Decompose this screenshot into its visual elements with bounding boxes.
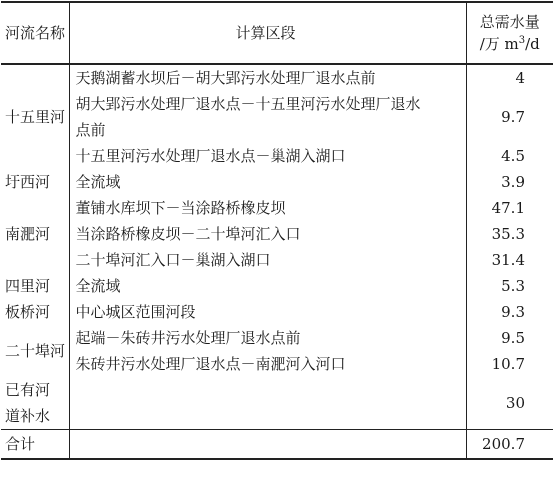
table-row — [1, 351, 553, 377]
demand-value: 4 — [515, 69, 525, 87]
river-name-line2: 道补水 — [5, 407, 51, 425]
demand-value: 30 — [505, 394, 525, 412]
demand-value: 9.5 — [501, 329, 525, 347]
section-name: 起端－朱砖井污水处理厂退水点前 — [69, 325, 466, 351]
table-row — [1, 299, 553, 325]
section-name: 董铺水库坝下－当涂路桥橡皮坝 — [69, 195, 466, 221]
river-name — [1, 377, 69, 430]
table-row — [1, 64, 553, 91]
total-section-empty — [69, 430, 466, 460]
section-name — [69, 377, 466, 430]
section-name — [69, 91, 466, 143]
table-row — [1, 195, 553, 221]
section-name: 全流域 — [69, 273, 466, 299]
river-name: 四里河 — [1, 273, 69, 299]
header-river: 河流名称 — [1, 2, 69, 64]
table-row — [1, 325, 553, 351]
header-value-unit-post: /d — [525, 35, 540, 53]
section-name-line2: 点前 — [75, 121, 106, 139]
demand-value: 35.3 — [491, 225, 525, 243]
river-name: 南淝河 — [1, 195, 69, 273]
section-name: 全流域 — [69, 169, 466, 195]
header-value-unit-pre: /万 m — [479, 35, 519, 53]
table-row — [1, 143, 553, 169]
section-name: 中心城区范围河段 — [69, 299, 466, 325]
demand-value: 5.3 — [501, 277, 525, 295]
section-name: 当涂路桥橡皮坝－二十埠河汇入口 — [69, 221, 466, 247]
river-name-line1: 已有河 — [5, 381, 51, 399]
header-value-line2 — [467, 33, 554, 55]
demand-value: 9.7 — [501, 108, 525, 126]
river-name: 板桥河 — [1, 299, 69, 325]
section-name: 二十埠河汇入口－巢湖入湖口 — [69, 247, 466, 273]
table-row — [1, 377, 553, 430]
water-demand-table — [1, 1, 553, 460]
header-row — [1, 2, 553, 64]
total-label: 合计 — [1, 430, 69, 460]
total-row — [1, 430, 553, 460]
river-name: 十五里河 — [1, 64, 69, 169]
water-demand-table-container — [1, 1, 553, 481]
table-row — [1, 273, 553, 299]
table-row — [1, 169, 553, 195]
header-section: 计算区段 — [69, 2, 466, 64]
demand-value: 31.4 — [491, 251, 525, 269]
table-row — [1, 91, 553, 143]
demand-value: 3.9 — [501, 173, 525, 191]
total-value: 200.7 — [466, 430, 553, 460]
river-name: 圩西河 — [1, 169, 69, 195]
demand-value: 10.7 — [491, 355, 525, 373]
section-name: 朱砖井污水处理厂退水点－南淝河入河口 — [69, 351, 466, 377]
table-row — [1, 247, 553, 273]
river-name: 二十埠河 — [1, 325, 69, 377]
section-name: 天鹅湖蓄水坝后－胡大郢污水处理厂退水点前 — [69, 64, 466, 91]
demand-value: 9.3 — [501, 303, 525, 321]
header-value-line1: 总需水量 — [479, 13, 540, 31]
section-name-line1: 胡大郢污水处理厂退水点－十五里河污水处理厂退水 — [75, 95, 421, 113]
demand-value: 47.1 — [491, 199, 525, 217]
section-name: 十五里河污水处理厂退水点－巢湖入湖口 — [69, 143, 466, 169]
table-row — [1, 221, 553, 247]
demand-value: 4.5 — [501, 147, 525, 165]
header-value-unit-sup: 3 — [518, 35, 526, 46]
header-value — [466, 2, 553, 64]
